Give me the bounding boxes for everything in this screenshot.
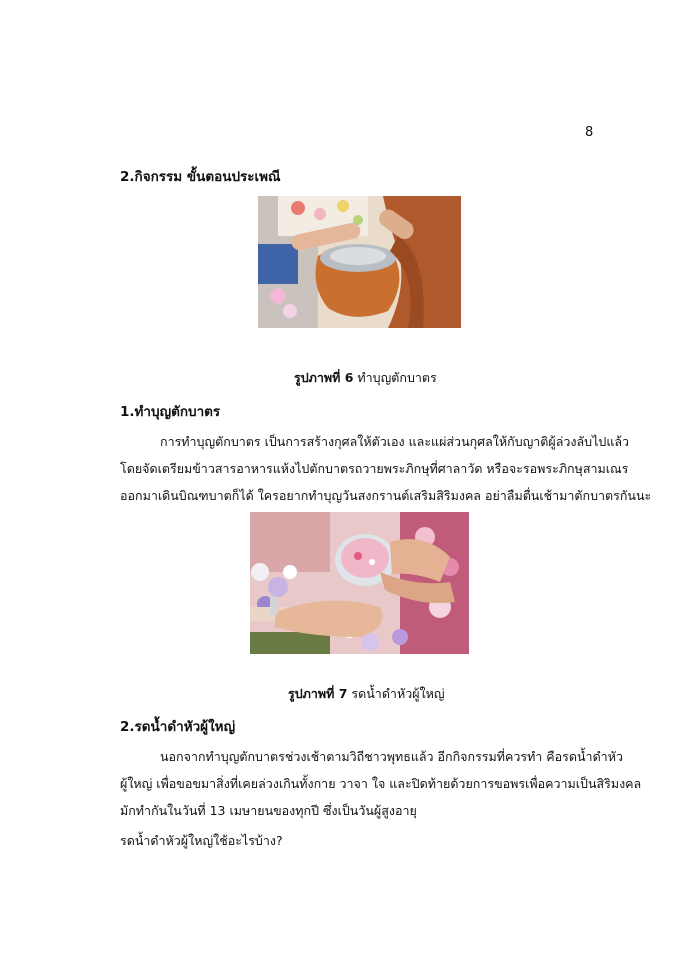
question-line: รดน้ำดำหัวผู้ใหญ่ใช้อะไรบ้าง? [120, 833, 283, 848]
paragraph-1-line-1: การทำบุญตักบาตร เป็นการสร้างกุศลให้ตัวเอง และแผ่ส่วนกุศลให้กับญาติผู้ล่วงลับไปแล้ว [160, 434, 630, 449]
page-number: 8 [585, 125, 594, 140]
section-title: 2.กิจกรรม ขั้นตอนประเพณี [120, 169, 281, 185]
paragraph-2-line-2: ผู้ใหญ่ เพื่อขอขมาสิ่งที่เคยล่วงเกินทั้งกาย วาจา ใจ และปิดท้ายด้วยการขอพรเพื่อความเป็นสิริมงคล [120, 776, 642, 791]
paragraph-1-line-3: ออกมาเดินบิณฑบาตก็ได้ ใครอยากทำบุญวันสงกรานต์เสริมสิริมงคล อย่าลืมตื่นเช้ามาตักบาตรกันนะ [120, 488, 652, 503]
subsection-1-title: 1.ทำบุญตักบาตร [120, 404, 221, 420]
figure-6-caption [294, 368, 437, 388]
figure-6-text: ทำบุญตักบาตร [357, 370, 437, 385]
paragraph-1-line-2: โดยจัดเตรียมข้าวสารอาหารแห้งไปตักบาตรถวายพระภิกษุที่ศาลาวัด หรือจะรอพระภิกษุสามเณร [120, 461, 629, 476]
figure-7-text: รดน้ำดำหัวผู้ใหญ่ [351, 686, 445, 701]
water-pouring-photo [250, 512, 469, 654]
figure-7-label: รูปภาพที่ 7 [288, 686, 348, 701]
alms-giving-photo [258, 196, 461, 328]
figure-7-caption [288, 684, 445, 704]
figure-6-label: รูปภาพที่ 6 [294, 370, 354, 385]
paragraph-2-line-3: มักทำกันในวันที่ 13 เมษายนของทุกปี ซึ่งเป็นวันผู้สูงอายุ [120, 803, 417, 818]
subsection-2-title: 2.รดน้ำดำหัวผู้ใหญ่ [120, 719, 236, 735]
paragraph-2-line-1: นอกจากทำบุญตักบาตรช่วงเช้าตามวิถีชาวพุทธแล้ว อีกกิจกรรมที่ควรทำ คือรดน้ำดำหัว [160, 749, 623, 764]
